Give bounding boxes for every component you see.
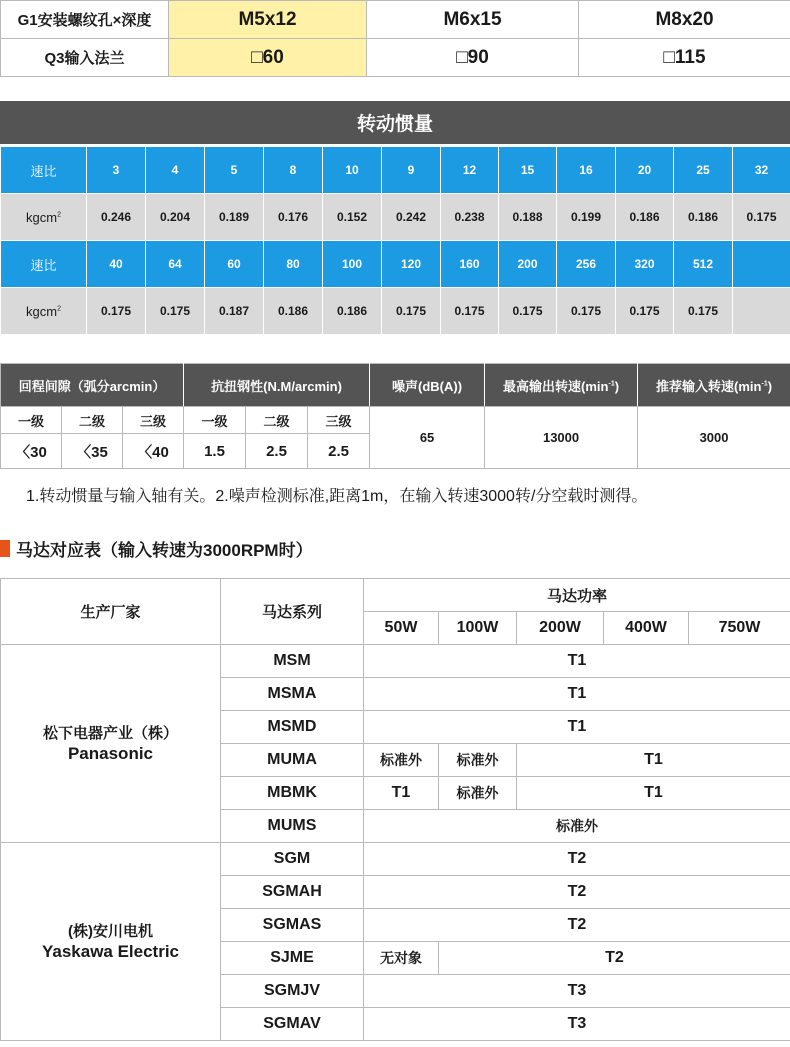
inertia-title: 转动惯量 <box>0 101 790 144</box>
inertia-cell: 0.175 <box>382 288 441 335</box>
inertia-cell: 0.175 <box>616 288 674 335</box>
row-label: kgcm$^2$ <box>1 194 87 241</box>
max-speed-header: 最高输出转速$(\min^{-1})$ <box>485 364 638 407</box>
type-cell: 标准外 <box>439 777 517 810</box>
power-400w: 400W <box>604 612 689 645</box>
ratio-cell: 12 <box>441 147 499 194</box>
series-cell: SGMJV <box>221 975 364 1008</box>
stiffness-value: 2.5 <box>246 434 308 469</box>
inertia-cell: 0.238 <box>441 194 499 241</box>
spec-value: □115 <box>579 39 790 77</box>
inertia-cell: 0.188 <box>499 194 557 241</box>
motor-row <box>1 843 790 876</box>
inertia-cell: 0.175 <box>87 288 146 335</box>
maker-header: 生产厂家 <box>1 579 221 645</box>
ratio-cell <box>733 241 790 288</box>
ratio-cell: 60 <box>205 241 264 288</box>
series-cell: MUMA <box>221 744 364 777</box>
ratio-cell: 200 <box>499 241 557 288</box>
type-cell: 标准外 <box>364 810 790 843</box>
inertia-value-row <box>1 194 790 241</box>
series-cell: MSM <box>221 645 364 678</box>
type-cell: T1 <box>364 711 790 744</box>
spec-label: Q3输入法兰 <box>1 39 169 77</box>
spec-value: M8x20 <box>579 1 790 39</box>
ratio-cell: 512 <box>674 241 733 288</box>
ratio-cell: 25 <box>674 147 733 194</box>
inertia-cell: 0.199 <box>557 194 616 241</box>
motor-section-heading <box>0 537 313 559</box>
level-label: 二级 <box>246 407 308 434</box>
maker-name-cn: (株)安川电机 <box>68 922 153 940</box>
inertia-cell: 0.187 <box>205 288 264 335</box>
type-cell: T1 <box>517 777 790 810</box>
series-cell: SJME <box>221 942 364 975</box>
ratio-cell: 120 <box>382 241 441 288</box>
ratio-cell: 20 <box>616 147 674 194</box>
ratio-cell: 4 <box>146 147 205 194</box>
power-header: 马达功率 <box>364 579 790 612</box>
inertia-cell: 0.242 <box>382 194 441 241</box>
maker-name-en: Yaskawa Electric <box>41 941 180 961</box>
ratio-cell: 80 <box>264 241 323 288</box>
row-label: 速比 <box>1 147 87 194</box>
level-label: 一级 <box>184 407 246 434</box>
stiffness-value: 1.5 <box>184 434 246 469</box>
spec-row-thread <box>1 1 790 39</box>
ratio-cell: 5 <box>205 147 264 194</box>
maker-name-en: Panasonic <box>67 743 154 763</box>
max-speed-value: 13000 <box>485 407 638 469</box>
spec-value: □90 <box>367 39 579 77</box>
ratio-cell: 15 <box>499 147 557 194</box>
type-cell: T1 <box>364 645 790 678</box>
type-cell: T2 <box>364 909 790 942</box>
footnote: 1.转动惯量与输入轴有关。2.噪声检测标准,距离1m，在输入转速3000转/分空载时测得。 <box>26 488 648 505</box>
ratio-cell: 320 <box>616 241 674 288</box>
type-cell: T2 <box>439 942 790 975</box>
motor-row <box>1 645 790 678</box>
backlash-value: 〈30 <box>1 434 62 469</box>
power-750w: 750W <box>689 612 790 645</box>
type-cell: T3 <box>364 1008 790 1041</box>
inertia-cell: 0.175 <box>499 288 557 335</box>
backlash-header: 回程间隙（弧分arcmin） <box>1 364 184 407</box>
type-cell: T1 <box>517 744 790 777</box>
spec-table <box>0 0 790 77</box>
power-50w: 50W <box>364 612 439 645</box>
type-cell: T3 <box>364 975 790 1008</box>
inertia-cell <box>733 288 790 335</box>
orange-marker <box>0 540 10 557</box>
backlash-value: 〈35 <box>62 434 123 469</box>
spec-label: G1安装螺纹孔×深度 <box>1 1 169 39</box>
inertia-cell: 0.189 <box>205 194 264 241</box>
maker-panasonic <box>1 645 221 843</box>
level-label: 三级 <box>123 407 184 434</box>
type-cell: 标准外 <box>364 744 439 777</box>
maker-name-cn: 松下电器产业（株） <box>42 724 178 742</box>
inertia-cell: 0.175 <box>441 288 499 335</box>
series-cell: MBMK <box>221 777 364 810</box>
inertia-cell: 0.175 <box>557 288 616 335</box>
ratio-cell: 32 <box>733 147 790 194</box>
ratio-row <box>1 241 790 288</box>
inertia-cell: 0.152 <box>323 194 382 241</box>
spec-value: M6x15 <box>367 1 579 39</box>
spec-row-flange <box>1 39 790 77</box>
spec-value: M5x12 <box>169 1 367 39</box>
ratio-cell: 3 <box>87 147 146 194</box>
motor-table <box>0 578 790 1041</box>
performance-table <box>0 363 790 469</box>
type-cell: T2 <box>364 843 790 876</box>
ratio-cell: 160 <box>441 241 499 288</box>
backlash-value: 〈40 <box>123 434 184 469</box>
inertia-table <box>0 146 790 335</box>
rec-speed-value: 3000 <box>638 407 790 469</box>
ratio-cell: 100 <box>323 241 382 288</box>
motor-section-title: 马达对应表（输入转速为3000RPM时） <box>16 540 313 560</box>
ratio-cell: 9 <box>382 147 441 194</box>
inertia-cell: 0.176 <box>264 194 323 241</box>
type-cell: T2 <box>364 876 790 909</box>
row-label: kgcm$^2$ <box>1 288 87 335</box>
power-100w: 100W <box>439 612 517 645</box>
series-cell: MUMS <box>221 810 364 843</box>
spec-value: □60 <box>169 39 367 77</box>
noise-value: 65 <box>370 407 485 469</box>
power-200w: 200W <box>517 612 604 645</box>
ratio-cell: 64 <box>146 241 205 288</box>
series-cell: SGMAH <box>221 876 364 909</box>
inertia-cell: 0.175 <box>674 288 733 335</box>
noise-header: 噪声(dB(A)) <box>370 364 485 407</box>
inertia-cell: 0.175 <box>146 288 205 335</box>
ratio-cell: 8 <box>264 147 323 194</box>
row-label: 速比 <box>1 241 87 288</box>
inertia-cell: 0.175 <box>733 194 790 241</box>
maker-yaskawa <box>1 843 221 1041</box>
type-cell: T1 <box>364 678 790 711</box>
series-cell: SGM <box>221 843 364 876</box>
type-cell: 标准外 <box>439 744 517 777</box>
perf-header-row <box>1 364 790 407</box>
perf-level-row <box>1 407 790 434</box>
series-cell: SGMAV <box>221 1008 364 1041</box>
level-label: 三级 <box>308 407 370 434</box>
series-header: 马达系列 <box>221 579 364 645</box>
type-cell: 无对象 <box>364 942 439 975</box>
ratio-row <box>1 147 790 194</box>
stiffness-value: 2.5 <box>308 434 370 469</box>
ratio-cell: 40 <box>87 241 146 288</box>
type-cell: T1 <box>364 777 439 810</box>
level-label: 一级 <box>1 407 62 434</box>
inertia-cell: 0.204 <box>146 194 205 241</box>
ratio-cell: 256 <box>557 241 616 288</box>
level-label: 二级 <box>62 407 123 434</box>
stiffness-header: 抗扭钢性(N.M/arcmin) <box>184 364 370 407</box>
inertia-value-row <box>1 288 790 335</box>
inertia-cell: 0.246 <box>87 194 146 241</box>
rec-speed-header: 推荐输入转速$(\min^{-1})$ <box>638 364 790 407</box>
inertia-cell: 0.186 <box>323 288 382 335</box>
motor-header-row <box>1 579 790 612</box>
inertia-cell: 0.186 <box>674 194 733 241</box>
series-cell: MSMD <box>221 711 364 744</box>
series-cell: SGMAS <box>221 909 364 942</box>
inertia-cell: 0.186 <box>616 194 674 241</box>
series-cell: MSMA <box>221 678 364 711</box>
ratio-cell: 10 <box>323 147 382 194</box>
ratio-cell: 16 <box>557 147 616 194</box>
inertia-cell: 0.186 <box>264 288 323 335</box>
